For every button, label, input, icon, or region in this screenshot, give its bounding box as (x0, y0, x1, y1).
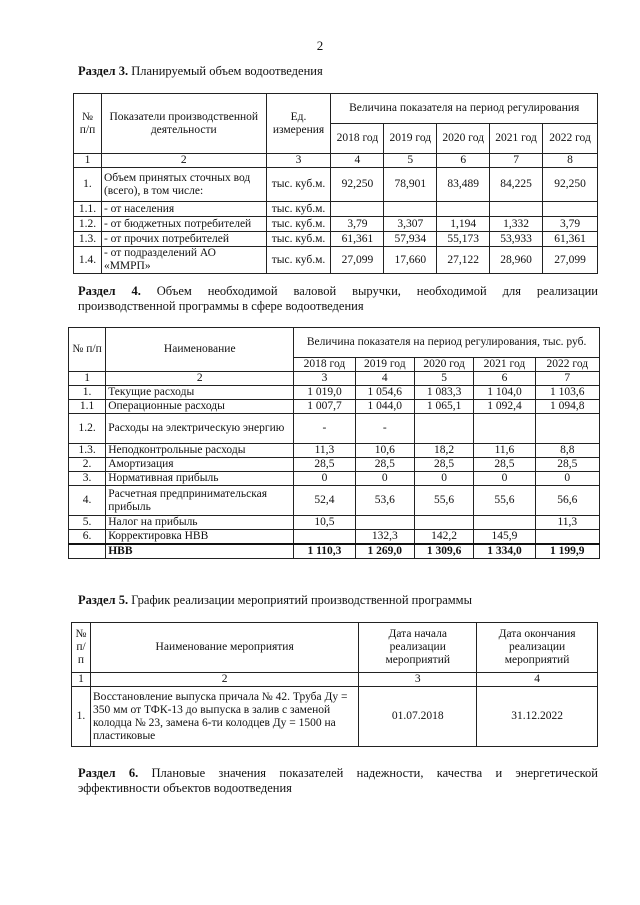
s5-header-start: Дата начала реализации мероприятий (359, 623, 477, 673)
total-value: 1 334,0 (474, 544, 535, 559)
row-value: 83,489 (437, 168, 490, 202)
s4-header-period: Величина показателя на период регулирования, тыс. руб. (294, 328, 600, 358)
s5-header-end: Дата окончания реализации мероприятий (477, 623, 598, 673)
row-value: - (355, 414, 414, 444)
row-value: 0 (414, 472, 473, 486)
row-value: 8,8 (535, 444, 599, 458)
row-value: 18,2 (414, 444, 473, 458)
row-value (474, 516, 535, 530)
table-row (69, 458, 600, 472)
s4-column-number: 7 (535, 372, 599, 386)
row-value: 0 (535, 472, 599, 486)
total-row (69, 544, 600, 559)
row-value: 142,2 (414, 530, 473, 545)
row-value: 27,099 (331, 247, 384, 274)
s3-year-header: 2021 год (490, 124, 543, 154)
section6-title-line1: Плановые значения показателей надежности, качества и энергетической (151, 766, 598, 780)
s3-column-number: 5 (384, 154, 437, 168)
s4-year-header: 2020 год (414, 358, 473, 372)
row-value: 92,250 (331, 168, 384, 202)
total-name: НВВ (106, 544, 294, 559)
row-name: Текущие расходы (106, 386, 294, 400)
row-value: 52,4 (294, 486, 355, 516)
s4-year-header: 2018 год (294, 358, 355, 372)
row-value: 1 065,1 (414, 400, 473, 414)
row-number: 4. (69, 486, 106, 516)
row-name: Операционные расходы (106, 400, 294, 414)
row-value: 1 104,0 (474, 386, 535, 400)
row-value: 28,5 (294, 458, 355, 472)
row-value (414, 516, 473, 530)
s3-column-number: 4 (331, 154, 384, 168)
table-row (69, 444, 600, 458)
row-value: 84,225 (490, 168, 543, 202)
row-value (535, 414, 599, 444)
row-name: Амортизация (106, 458, 294, 472)
row-unit: тыс. куб.м. (266, 168, 331, 202)
row-name: Неподконтрольные расходы (106, 444, 294, 458)
row-value: 55,173 (437, 232, 490, 247)
s3-column-number: 3 (266, 154, 331, 168)
row-value (474, 414, 535, 444)
row-value: 3,79 (331, 217, 384, 232)
total-value: 1 110,3 (294, 544, 355, 559)
row-value: 28,5 (474, 458, 535, 472)
s4-column-number: 4 (355, 372, 414, 386)
row-value: 145,9 (474, 530, 535, 545)
table-row (69, 386, 600, 400)
s3-year-header: 2019 год (384, 124, 437, 154)
row-value: 53,6 (355, 486, 414, 516)
row-value: 27,099 (543, 247, 598, 274)
row-unit: тыс. куб.м. (266, 217, 331, 232)
row-value: 1 103,6 (535, 386, 599, 400)
section5-label: Раздел 5. (78, 593, 129, 607)
row-value: 1,194 (437, 217, 490, 232)
s4-header-num: № п/п (69, 328, 106, 372)
section4-title-line1: Объем необходимой валовой выручки, необходимой для реализации (156, 284, 598, 298)
row-value: 11,6 (474, 444, 535, 458)
row-value: - (294, 414, 355, 444)
row-value: 3,79 (543, 217, 598, 232)
section4-table (68, 327, 600, 559)
row-value: 1 054,6 (355, 386, 414, 400)
row-value (331, 202, 384, 217)
row-unit: тыс. куб.м. (266, 202, 331, 217)
row-value (543, 202, 598, 217)
row-value: 1 092,4 (474, 400, 535, 414)
row-number: 6. (69, 530, 106, 545)
row-number: 2. (69, 458, 106, 472)
row-number: 1.2. (74, 217, 102, 232)
row-number: 5. (69, 516, 106, 530)
row-value: 1,332 (490, 217, 543, 232)
row-value: 0 (355, 472, 414, 486)
row-activity: Восстановление выпуска причала № 42. Труба Ду = 350 мм от ТФК-13 до выпуска в залив с заменой колодца № 23, замена 6-ти колодцев Ду = 1500 на пластиковые (90, 687, 358, 747)
section3-heading (78, 64, 323, 79)
row-start-date: 01.07.2018 (359, 687, 477, 747)
row-value: 1 019,0 (294, 386, 355, 400)
s5-column-number: 1 (72, 673, 91, 687)
row-number: 3. (69, 472, 106, 486)
section3-title: Планируемый объем водоотведения (131, 64, 323, 78)
table-row (72, 687, 598, 747)
section4-label: Раздел 4. (78, 284, 141, 298)
row-value: 61,361 (543, 232, 598, 247)
section3-label: Раздел 3. (78, 64, 129, 78)
row-value: 55,6 (474, 486, 535, 516)
s4-column-number: 2 (106, 372, 294, 386)
row-value (294, 530, 355, 545)
row-value: 1 083,3 (414, 386, 473, 400)
total-value: 1 269,0 (355, 544, 414, 559)
s3-column-number: 7 (490, 154, 543, 168)
row-value: 11,3 (535, 516, 599, 530)
table-row (74, 247, 598, 274)
row-value: 1 044,0 (355, 400, 414, 414)
row-number: 1. (74, 168, 102, 202)
row-value: 55,6 (414, 486, 473, 516)
section4-title-line2: производственной программы в сфере водоотведения (78, 299, 364, 313)
total-value: 1 309,6 (414, 544, 473, 559)
row-value: 17,660 (384, 247, 437, 274)
table-row (69, 414, 600, 444)
section5-table (71, 622, 598, 747)
row-number: 1.3. (74, 232, 102, 247)
row-value: 1 094,8 (535, 400, 599, 414)
row-value (535, 530, 599, 545)
section6-title-line2: эффективности объектов водоотведения (78, 781, 292, 795)
row-name: Корректировка НВВ (106, 530, 294, 545)
section3-table (73, 93, 598, 274)
row-value (355, 516, 414, 530)
row-value: 10,6 (355, 444, 414, 458)
row-value: 61,361 (331, 232, 384, 247)
row-value: 53,933 (490, 232, 543, 247)
row-indicator: - от прочих потребителей (101, 232, 266, 247)
s4-column-number: 6 (474, 372, 535, 386)
s3-year-header: 2020 год (437, 124, 490, 154)
s5-column-number: 2 (90, 673, 358, 687)
s3-column-number: 1 (74, 154, 102, 168)
section4-heading (78, 284, 598, 314)
row-value: 0 (474, 472, 535, 486)
row-value: 27,122 (437, 247, 490, 274)
total-number (69, 544, 106, 559)
s4-column-number: 5 (414, 372, 473, 386)
row-indicator: - от бюджетных потребителей (101, 217, 266, 232)
table-row (69, 400, 600, 414)
row-name: Нормативная прибыль (106, 472, 294, 486)
s3-year-header: 2018 год (331, 124, 384, 154)
row-name: Расходы на электрическую энергию (106, 414, 294, 444)
page-number: 2 (316, 38, 324, 53)
row-value: 56,6 (535, 486, 599, 516)
row-number: 1.1 (69, 400, 106, 414)
row-value (437, 202, 490, 217)
s5-column-number: 4 (477, 673, 598, 687)
s3-column-number: 2 (101, 154, 266, 168)
s5-header-name: Наименование мероприятия (90, 623, 358, 673)
table-row (74, 217, 598, 232)
section6-label: Раздел 6. (78, 766, 139, 780)
section5-heading (78, 593, 472, 608)
row-indicator: - от подразделений АО «ММРП» (101, 247, 266, 274)
row-indicator: Объем принятых сточных вод (всего), в том числе: (101, 168, 266, 202)
row-value: 28,960 (490, 247, 543, 274)
row-number: 1.4. (74, 247, 102, 274)
row-number: 1.1. (74, 202, 102, 217)
row-number: 1. (72, 687, 91, 747)
row-value (384, 202, 437, 217)
row-value: 57,934 (384, 232, 437, 247)
row-number: 1. (69, 386, 106, 400)
table-row (69, 486, 600, 516)
table-row (74, 232, 598, 247)
s3-header-indicator: Показатели производственной деятельности (101, 94, 266, 154)
row-value: 92,250 (543, 168, 598, 202)
row-number: 1.3. (69, 444, 106, 458)
s5-header-num: № п/п (72, 623, 91, 673)
s4-year-header: 2021 год (474, 358, 535, 372)
row-value: 0 (294, 472, 355, 486)
s4-year-header: 2022 год (535, 358, 599, 372)
row-name: Расчетная предпринимательская прибыль (106, 486, 294, 516)
row-value (490, 202, 543, 217)
row-value: 3,307 (384, 217, 437, 232)
s3-column-number: 6 (437, 154, 490, 168)
row-name: Налог на прибыль (106, 516, 294, 530)
row-number: 1.2. (69, 414, 106, 444)
row-value: 10,5 (294, 516, 355, 530)
table-row (74, 168, 598, 202)
row-unit: тыс. куб.м. (266, 247, 331, 274)
row-value: 78,901 (384, 168, 437, 202)
row-unit: тыс. куб.м. (266, 232, 331, 247)
s3-column-number: 8 (543, 154, 598, 168)
row-value: 28,5 (355, 458, 414, 472)
s3-header-unit: Ед. измерения (266, 94, 331, 154)
total-value: 1 199,9 (535, 544, 599, 559)
row-end-date: 31.12.2022 (477, 687, 598, 747)
section5-title: График реализации мероприятий производственной программы (131, 593, 472, 607)
s3-year-header: 2022 год (543, 124, 598, 154)
s3-header-num: № п/п (74, 94, 102, 154)
row-indicator: - от населения (101, 202, 266, 217)
s4-column-number: 3 (294, 372, 355, 386)
s3-header-period: Величина показателя на период регулирования (331, 94, 598, 124)
row-value: 132,3 (355, 530, 414, 545)
section6-heading (78, 766, 598, 796)
row-value: 1 007,7 (294, 400, 355, 414)
table-row (69, 472, 600, 486)
table-row (69, 516, 600, 530)
row-value: 28,5 (535, 458, 599, 472)
s4-column-number: 1 (69, 372, 106, 386)
s4-header-name: Наименование (106, 328, 294, 372)
row-value: 28,5 (414, 458, 473, 472)
table-row (74, 202, 598, 217)
row-value (414, 414, 473, 444)
table-row (69, 530, 600, 545)
s4-year-header: 2019 год (355, 358, 414, 372)
s5-column-number: 3 (359, 673, 477, 687)
row-value: 11,3 (294, 444, 355, 458)
